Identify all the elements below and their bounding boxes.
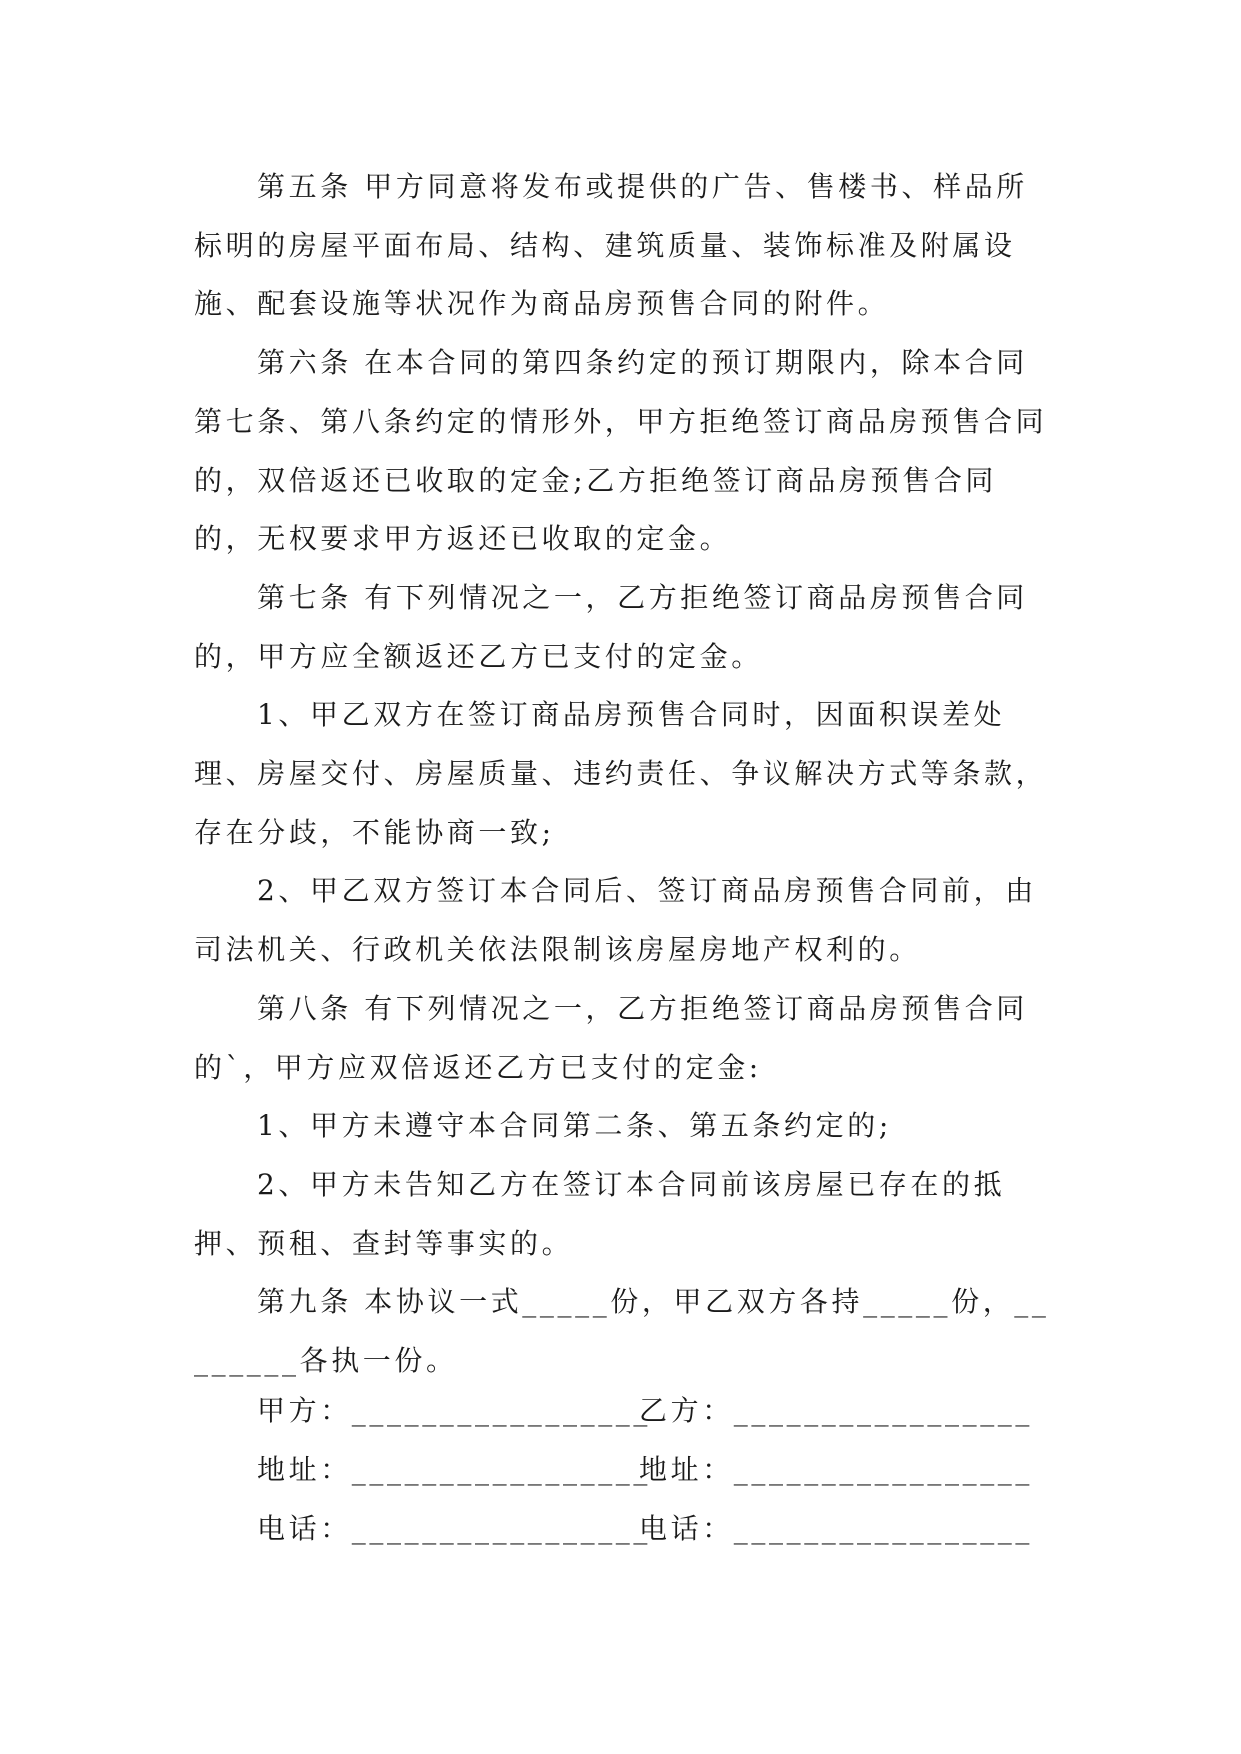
article-8-item-2: 2、甲方未告知乙方在签订本合同前该房屋已存在的抵押、预租、查封等事实的。 <box>194 1167 1006 1260</box>
article-6: 第六条 在本合同的第四条约定的预订期限内，除本合同第七条、第八条约定的情形外，甲方拒绝签订商品房预售合同的，双倍返还已收取的定金;乙方拒绝签订商品房预售合同的，无权要求甲方返还已收取的定金。 <box>194 346 1048 556</box>
article-5: 第五条 甲方同意将发布或提供的广告、售楼书、样品所标明的房屋平面布局、结构、建筑质量、装饰标准及附属设施、配套设施等状况作为商品房预售合同的附件。 <box>194 170 1028 321</box>
party-b-field: 乙方：_________________ <box>639 1394 1034 1427</box>
article-9: 第九条 本协议一式_____份，甲乙双方各持_____份，________各执一份。 <box>194 1285 1050 1378</box>
phone-row <box>257 1499 1037 1558</box>
article-7-item-2: 2、甲乙双方签订本合同后、签订商品房预售合同前，由司法机关、行政机关依法限制该房屋房地产权利的。 <box>194 874 1037 967</box>
article-8: 第八条 有下列情况之一，乙方拒绝签订商品房预售合同的`，甲方应双倍返还乙方已支付的定金: <box>194 991 1028 1084</box>
contract-body <box>194 158 1056 1391</box>
signature-block <box>257 1381 1037 1558</box>
article-7: 第七条 有下列情况之一，乙方拒绝签订商品房预售合同的，甲方应全额返还乙方已支付的定金。 <box>194 580 1028 673</box>
party-b-phone-field: 电话：_________________ <box>639 1512 1034 1545</box>
article-7-item-1: 1、甲乙双方在签订商品房预售合同时，因面积误差处理、房屋交付、房屋质量、违约责任、争议解决方式等条款，存在分歧，不能协商一致; <box>194 698 1048 849</box>
article-8-item-1: 1、甲方未遵守本合同第二条、第五条约定的; <box>257 1109 892 1143</box>
party-a-phone-field: 电话：_________________ <box>257 1512 652 1545</box>
address-row <box>257 1440 1037 1499</box>
party-row <box>257 1381 1037 1440</box>
party-a-address-field: 地址：_________________ <box>257 1453 652 1486</box>
party-a-field: 甲方：_________________ <box>257 1394 652 1427</box>
party-b-address-field: 地址：_________________ <box>639 1453 1034 1486</box>
